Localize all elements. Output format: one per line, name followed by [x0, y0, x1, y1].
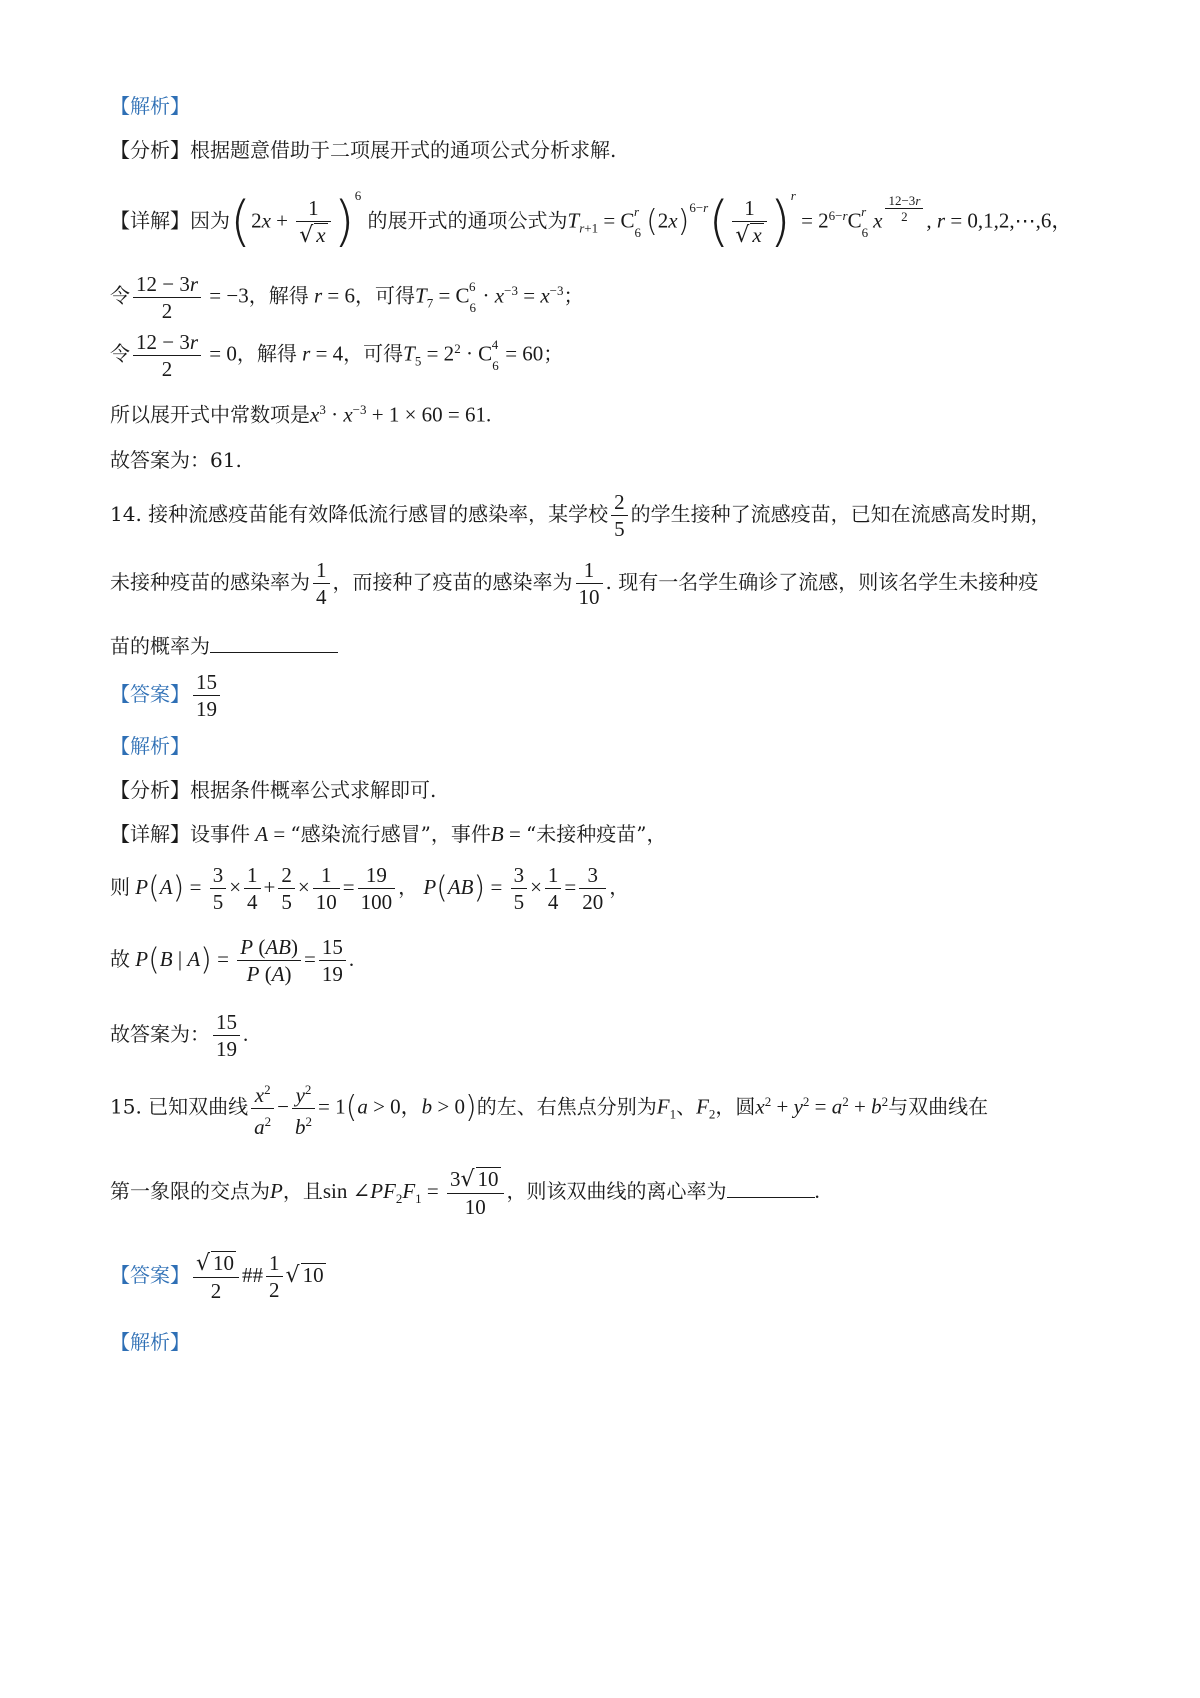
ling-line-2: 令 $\frac{12 - 3r}{2}$ = 0，解得 r = 4，可得$T_5 = 2^2 \cdot C_6^4 = 60$；	[110, 329, 564, 381]
constant-term-line: 所以展开式中常数项是$x^3 \cdot x^{-3} + 1 \times 60 = 61$.	[110, 402, 492, 427]
conclusion-13: 故答案为：61.	[110, 448, 242, 472]
conditional-line-14: 故 P(B | A) = $\frac{P (AB)}{P (A)}$ = $\frac{15}{19}$ .	[110, 935, 355, 986]
detail-line-14: 【详解】设事件 A = “感染流行感冒”，事件B = “未接种疫苗”，	[110, 822, 667, 846]
conclusion-14: 故答案为： $\frac{15}{19}$ .	[110, 1010, 249, 1061]
answer-14: 【答案】 $\frac{15}{19}$	[110, 664, 1090, 724]
jiexi-label-15: 【解析】	[110, 1330, 190, 1354]
detail-line-13: 【详解】因为(2x + $\frac{1}{√ x}$ )$^6$ 的展开式的通项公式为$T_{r+1} = C_6^r$ $(2x)^{6-r}$( $\frac{1}{√ x}$ )$^r = 2^{6-r}C_6^r$ x $\frac{12-3r}{2}$ , r = 0,1,2,⋯,6，	[110, 188, 1073, 254]
question-14-line-1: 14. 接种流感疫苗能有效降低流行感冒的感染率，某学校 $\frac{2}{5}$ 的学生接种了流感疫苗，已知在流感高发时期，	[110, 490, 1051, 541]
question-15-line-2: 第一象限的交点为P，且$\sin \angle PF_2F_1$ = $\frac{3√ 10}{10}$ ，则该双曲线的离心率为 .	[110, 1166, 820, 1219]
pa-line-14: 则 P(A) = $\frac{3}{5}$ × $\frac{1}{4}$ + $\frac{2}{5}$ × $\frac{1}{10}$ = $\frac{19}{100}$ ， P(AB) = $\frac{3}{5}$ × $\frac{1}{4}$ = $\frac{3}{20}$ ，	[110, 863, 630, 914]
question-15-line-1: 15. 已知双曲线 $\frac{x^2}{a^2}$ − $\frac{y^2}{b^2}$ = 1(a > 0，b > 0)的左、右焦点分别为$F_1$、$F_2$，圆$x^2 + y^2 = a^2 + b^2$与双曲线在	[110, 1072, 1090, 1145]
question-14-line-2: 未接种疫苗的感染率为 $\frac{1}{4}$ ，而接种了疫苗的感染率为 $\frac{1}{10}$ . 现有一名学生确诊了流感，则该名学生未接种疫	[110, 558, 1039, 609]
fenxi-line-14: 【分析】根据条件概率公式求解即可.	[110, 778, 437, 802]
jiexi-label-13: 【解析】	[110, 94, 190, 118]
question-14-line-3: 苗的概率为	[110, 632, 1090, 660]
fenxi-line-13: 【分析】根据题意借助于二项展开式的通项公式分析求解.	[110, 138, 617, 162]
answer-15: 【答案】 $\frac{√ 10}{2}$ ## $\frac{1}{2}$ √ 10	[110, 1250, 324, 1303]
answer-blank-14	[210, 632, 338, 653]
ling-line-1: 令 $\frac{12 - 3r}{2}$ = −3，解得 r = 6，可得$T_7 = C_6^6 \cdot x^{-3} = x^{-3}$；	[110, 271, 584, 323]
answer-blank-15	[727, 1177, 815, 1198]
jiexi-label-14: 【解析】	[110, 734, 190, 758]
